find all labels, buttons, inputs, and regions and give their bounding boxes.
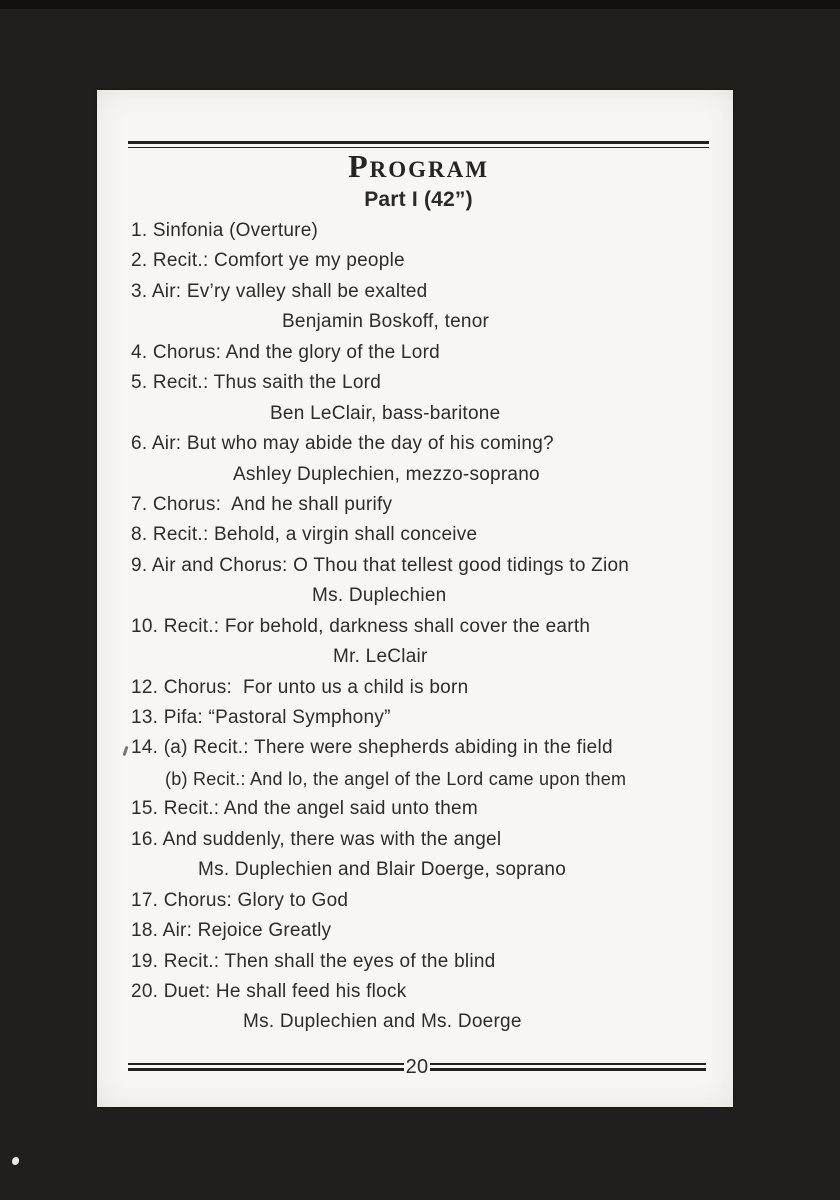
scan-stray-mark	[123, 746, 129, 756]
program-subtitle: Part I (42”)	[364, 188, 473, 211]
program-line: 20. Duet: He shall feed his flock	[131, 980, 407, 1002]
program-line: 3. Air: Ev’ry valley shall be exalted	[131, 280, 428, 302]
program-header	[128, 148, 709, 212]
performer-line: Ms. Duplechien and Ms. Doerge	[243, 1011, 522, 1033]
program-line: 6. Air: But who may abide the day of his coming?	[131, 433, 554, 455]
program-line: 13. Pifa: “Pastoral Symphony”	[131, 707, 391, 728]
program-line: 5. Recit.: Thus saith the Lord	[131, 372, 382, 394]
rule-segment-right	[430, 1063, 706, 1071]
program-line: 16. And suddenly, there was with the angel	[131, 828, 502, 850]
program-line: 2. Recit.: Comfort ye my people	[131, 250, 405, 272]
page-number: 20	[405, 1056, 429, 1078]
performer-line: Ms. Duplechien	[312, 585, 447, 607]
program-line: 4. Chorus: And the glory of the Lord	[131, 341, 440, 363]
program-list	[131, 216, 727, 1038]
scan-background-strip	[0, 0, 840, 9]
program-line: 17. Chorus: Glory to God	[131, 889, 349, 911]
bottom-double-rule	[128, 1056, 706, 1078]
program-line: 1. Sinfonia (Overture)	[131, 220, 319, 241]
program-line: 19. Recit.: Then shall the eyes of the blind	[131, 950, 496, 972]
program-line: 10. Recit.: For behold, darkness shall cover the earth	[131, 615, 591, 637]
top-double-rule	[128, 141, 709, 148]
performer-line: Ashley Duplechien, mezzo-soprano	[233, 463, 540, 485]
scan-dust-speck	[12, 1157, 19, 1165]
performer-line: Ms. Duplechien and Blair Doerge, soprano	[198, 859, 567, 881]
program-line: 7. Chorus: And he shall purify	[131, 493, 393, 515]
program-line: 14. (a) Recit.: There were shepherds abiding in the field	[131, 737, 613, 759]
program-subline: (b) Recit.: And lo, the angel of the Lord came upon them	[165, 768, 627, 789]
program-line: 15. Recit.: And the angel said unto them	[131, 798, 478, 820]
program-line: 9. Air and Chorus: O Thou that tellest good tidings to Zion	[131, 554, 630, 576]
program-line: 8. Recit.: Behold, a virgin shall conceive	[131, 524, 478, 546]
performer-line: Ben LeClair, bass-baritone	[270, 402, 501, 424]
program-title: PROGRAM	[348, 148, 489, 184]
program-page	[97, 90, 733, 1107]
program-line: 18. Air: Rejoice Greatly	[131, 920, 332, 942]
rule-segment-left	[128, 1063, 404, 1071]
performer-line: Mr. LeClair	[333, 646, 428, 668]
program-line: 12. Chorus: For unto us a child is born	[131, 676, 469, 698]
performer-line: Benjamin Boskoff, tenor	[282, 311, 490, 333]
